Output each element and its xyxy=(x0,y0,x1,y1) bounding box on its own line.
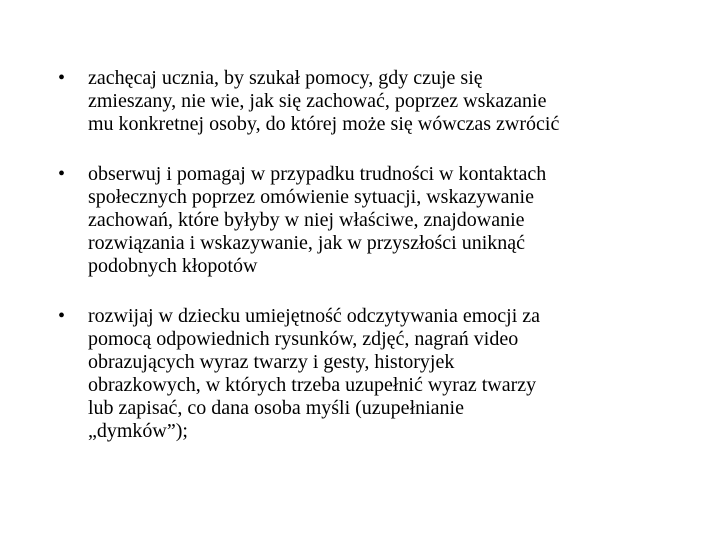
bullet-item-1 xyxy=(58,67,678,136)
bullet-list xyxy=(58,67,678,470)
bullet-dot: • xyxy=(58,67,66,89)
bullet-line: społecznych poprzez omówienie sytuacji, wskazywanie xyxy=(88,186,534,208)
bullet-line: lub zapisać, co dana osoba myśli (uzupełnianie xyxy=(88,397,464,419)
bullet-line: zachowań, które byłyby w niej właściwe, znajdowanie xyxy=(88,209,525,231)
bullet-item-3 xyxy=(58,305,678,443)
bullet-line: zmieszany, nie wie, jak się zachować, poprzez wskazanie xyxy=(88,90,547,112)
bullet-item-2 xyxy=(58,163,678,278)
bullet-line: podobnych kłopotów xyxy=(88,255,258,277)
bullet-line: „dymków”); xyxy=(88,420,188,442)
bullet-line: obrazkowych, w których trzeba uzupełnić wyraz twarzy xyxy=(88,374,537,396)
bullet-line: rozwijaj w dziecku umiejętność odczytywania emocji za xyxy=(88,305,541,327)
bullet-line: obrazujących wyraz twarzy i gesty, historyjek xyxy=(88,351,455,373)
bullet-line: mu konkretnej osoby, do której może się wówczas zwrócić xyxy=(88,113,560,135)
bullet-line: rozwiązania i wskazywanie, jak w przyszłości uniknąć xyxy=(88,232,526,254)
bullet-line: obserwuj i pomagaj w przypadku trudności w kontaktach xyxy=(88,163,547,185)
bullet-dot: • xyxy=(58,163,66,185)
bullet-line: pomocą odpowiednich rysunków, zdjęć, nagrań video xyxy=(88,328,519,350)
bullet-dot: • xyxy=(58,305,66,327)
bullet-line: zachęcaj ucznia, by szukał pomocy, gdy czuje się xyxy=(88,67,483,89)
